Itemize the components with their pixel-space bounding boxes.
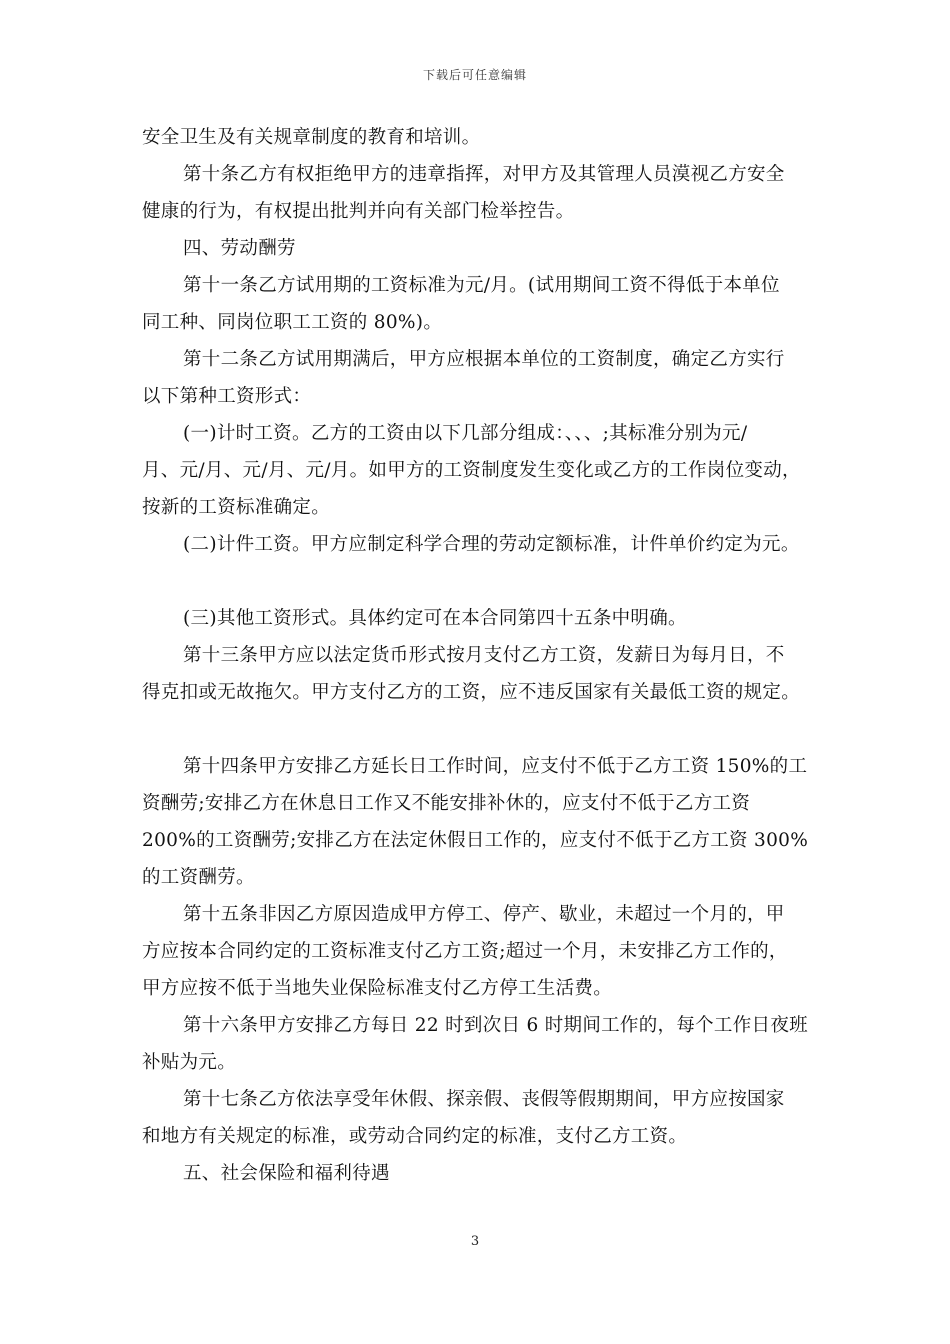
- page-header: 下载后可任意编辑: [422, 68, 527, 82]
- text-line: 第十条乙方有权拒绝甲方的违章指挥，对甲方及其管理人员漠视乙方安全: [183, 164, 785, 185]
- text-line: 健康的行为，有权提出批判并向有关部门检举控告。: [142, 201, 575, 222]
- text-line: 同工种、同岗位职工工资的 80%)。: [142, 312, 443, 333]
- text-line: 第十一条乙方试用期的工资标准为元/月。(试用期间工资不得低于本单位: [183, 275, 780, 296]
- text-line: (一)计时工资。乙方的工资由以下几部分组成：、、、;其标准分别为元/: [183, 423, 748, 444]
- text-line: 资酬劳;安排乙方在休息日工作又不能安排补休的，应支付不低于乙方工资: [142, 793, 751, 814]
- text-line: 安全卫生及有关规章制度的教育和培训。: [142, 127, 481, 148]
- text-line: 补贴为元。: [142, 1052, 237, 1073]
- section-heading: 四、劳动酬劳: [183, 238, 296, 259]
- text-line: 得克扣或无故拖欠。甲方支付乙方的工资，应不违反国家有关最低工资的规定。: [142, 682, 801, 703]
- text-line: 和地方有关规定的标准，或劳动合同约定的标准，支付乙方工资。: [142, 1126, 688, 1147]
- text-line: 方应按本合同约定的工资标准支付乙方工资;超过一个月，未安排乙方工作的，: [142, 941, 788, 962]
- text-line: 第十六条甲方安排乙方每日 22 时到次日 6 时期间工作的，每个工作日夜班: [183, 1015, 808, 1036]
- text-line: 200%的工资酬劳;安排乙方在法定休假日工作的，应支付不低于乙方工资 300%: [142, 830, 809, 851]
- text-line: (二)计件工资。甲方应制定科学合理的劳动定额标准，计件单价约定为元。: [183, 534, 800, 555]
- page-number: 3: [470, 1234, 480, 1249]
- text-line: 月、元/月、元/月、元/月。如甲方的工资制度发生变化或乙方的工作岗位变动，: [142, 460, 801, 481]
- section-heading: 五、社会保险和福利待遇: [183, 1163, 390, 1184]
- text-line: 的工资酬劳。: [142, 867, 255, 888]
- text-line: 第十四条甲方安排乙方延长日工作时间，应支付不低于乙方工资 150%的工: [183, 756, 808, 777]
- text-line: 甲方应按不低于当地失业保险标准支付乙方停工生活费。: [142, 978, 613, 999]
- text-line: 第十二条乙方试用期满后，甲方应根据本单位的工资制度，确定乙方实行: [183, 349, 785, 370]
- text-line: 第十五条非因乙方原因造成甲方停工、停产、歇业，未超过一个月的，甲: [183, 904, 785, 925]
- text-line: 按新的工资标准确定。: [142, 497, 331, 518]
- text-line: 第十七条乙方依法享受年休假、探亲假、丧假等假期期间，甲方应按国家: [183, 1089, 785, 1110]
- text-line: 第十三条甲方应以法定货币形式按月支付乙方工资，发薪日为每月日，不: [183, 645, 785, 666]
- text-line: 以下第种工资形式：: [142, 386, 312, 407]
- text-line: (三)其他工资形式。具体约定可在本合同第四十五条中明确。: [183, 608, 687, 629]
